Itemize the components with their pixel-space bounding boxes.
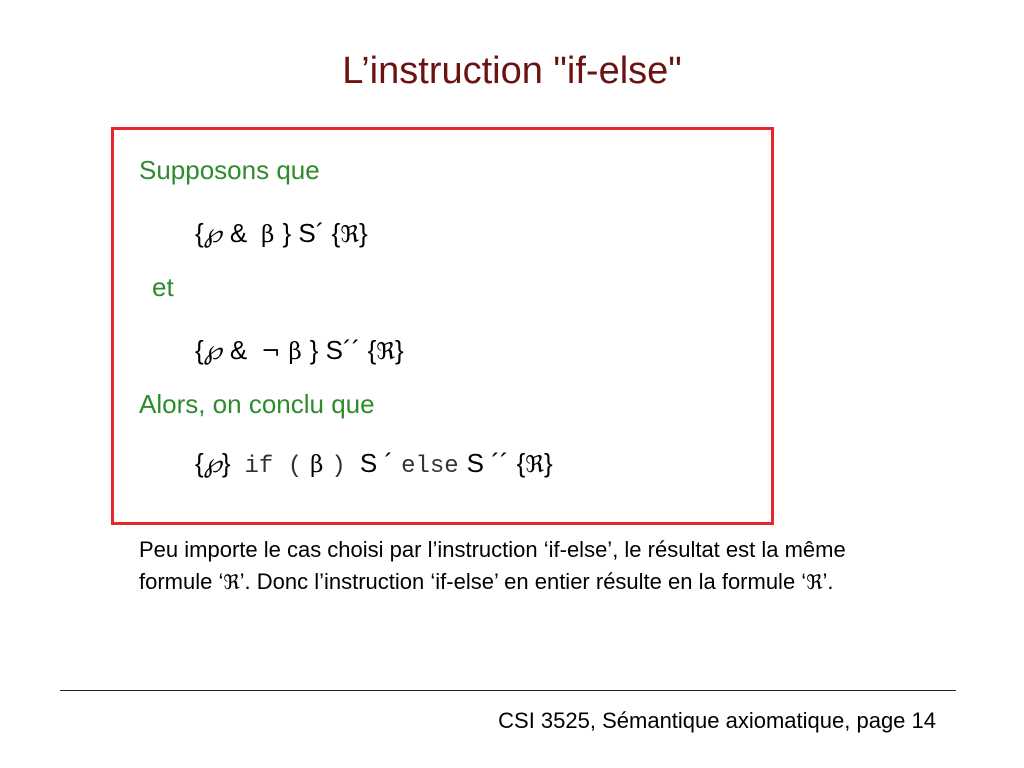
brace-open: { [195,448,204,478]
and-symbol: & [229,218,248,248]
conclusion-formula [195,448,553,482]
postcondition-symbol: ℜ [376,339,395,365]
premise-formula-2 [195,335,404,367]
postcondition-symbol: ℜ [525,452,544,478]
brace-open: { [516,448,526,478]
footer-divider [60,690,956,691]
brace-open: { [331,218,341,248]
slide-title: L’instruction "if-else" [342,50,682,92]
explanation-text-3: ’. [822,569,834,594]
if-keyword: if ( [244,453,303,480]
statement-s-prime: S´ [298,218,325,248]
precondition-symbol: ℘ [203,219,222,249]
explanation-paragraph [139,534,919,598]
explanation-text-1: Peu importe le cas choisi par l’instruction ‘if-else’, le résultat est la même formule ‘ [139,537,846,594]
brace-open: { [367,335,377,365]
negation-symbol: ¬ [261,339,281,365]
beta-symbol: β [261,222,275,248]
brace-close: } [359,218,368,248]
paren-close: ) [331,453,346,480]
brace-close: } [282,218,292,248]
conclusion-intro-label: Alors, on conclu que [139,389,375,419]
beta-symbol: β [288,339,302,365]
precondition-symbol: ℘ [203,449,222,479]
brace-close: } [395,335,404,365]
statement-s-double-prime: S´´ [325,335,361,365]
beta-symbol: β [310,452,324,478]
brace-open: { [195,218,204,248]
and-symbol: & [229,335,248,365]
brace-close: } [221,448,231,478]
brace-close: } [309,335,319,365]
conjunction-label: et [152,272,174,302]
statement-s-double-prime: S ´´ [466,448,509,478]
explanation-text-2: ’. Donc l’instruction ‘if-else’ en entier résulte en la formule ‘ [239,569,807,594]
postcondition-symbol: ℜ [806,570,823,594]
brace-open: { [195,335,204,365]
precondition-symbol: ℘ [203,336,222,366]
premise-intro-label: Supposons que [139,155,320,185]
else-keyword: else [401,453,459,480]
footer-page-label: CSI 3525, Sémantique axiomatique, page 14 [498,708,936,733]
postcondition-symbol: ℜ [340,222,360,248]
postcondition-symbol: ℜ [223,570,240,594]
brace-close: } [543,448,553,478]
premise-formula-1 [195,218,368,250]
statement-s-prime: S ´ [359,448,394,478]
